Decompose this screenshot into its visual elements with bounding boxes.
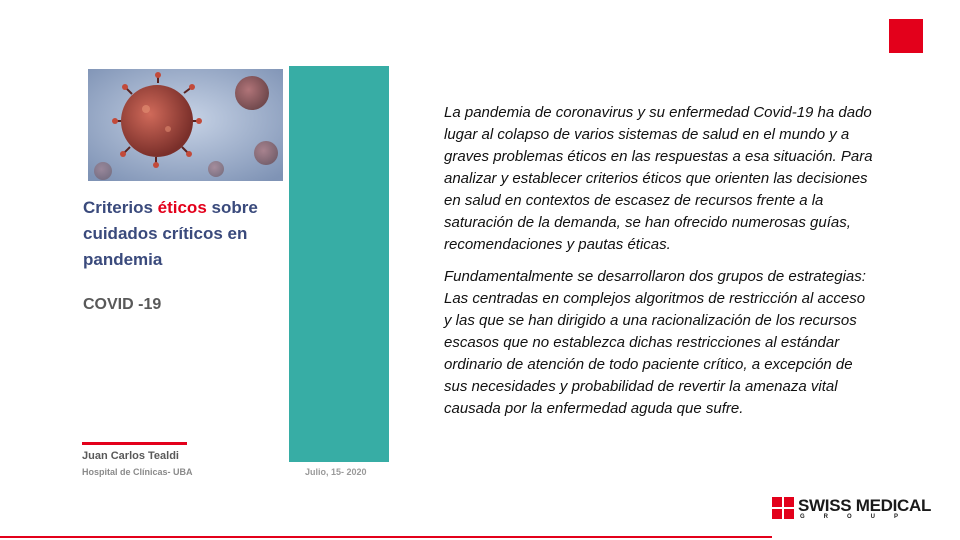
cover-date: Julio, 15- 2020 [305, 467, 367, 477]
swiss-cross-icon [772, 497, 794, 519]
cover-title-part1: Criterios [83, 198, 158, 217]
cover-title [83, 195, 288, 273]
cover-title-part2: sobre cuidados críticos en pandemia [83, 198, 258, 269]
cover-subtitle: COVID -19 [83, 296, 162, 313]
body-text [444, 102, 874, 420]
paragraph-2 [444, 266, 874, 420]
paragraph-2-intro: Fundamentalmente se desarrollaron dos grupos de estrategias: [444, 268, 866, 285]
corner-red-square [889, 19, 923, 53]
swiss-medical-logo [772, 497, 932, 527]
cover-author: Juan Carlos Tealdi [82, 450, 179, 462]
coronavirus-image [88, 69, 283, 181]
cover-title-accent: éticos [157, 198, 207, 217]
paragraph-1: La pandemia de coronavirus y su enfermedad Covid-19 ha dado lugar al colapso de varios sistemas de salud en el mundo y a graves problemas éticos en las respuestas a esa situación. Para analizar y establecer criterios éticos que orienten las decisiones en salud en contextos de escasez de recursos frente a la saturación de la demanda, se han ofrecido numerosas guías, recomendaciones y pautas éticas. [444, 104, 873, 253]
cover-affiliation: Hospital de Clínicas- UBA [82, 467, 193, 477]
logo-wordmark: SWISS MEDICAL [798, 496, 932, 515]
logo-group-text: GROUP [800, 514, 918, 520]
bottom-red-line [0, 536, 772, 538]
cover-teal-band [289, 66, 389, 462]
cover-red-rule [82, 442, 187, 445]
paragraph-2-body: Las centradas en complejos algoritmos de restricción al acceso y las que se han dirigido a una racionalización de los recursos escasos que no establezca dichas restricciones al estándar ordinario de atención de todo paciente crítico, a excepción de sus necesidades y probabilidad de revertir la amenaza vital causada por la enfermedad aguda que sufre. [444, 290, 866, 417]
